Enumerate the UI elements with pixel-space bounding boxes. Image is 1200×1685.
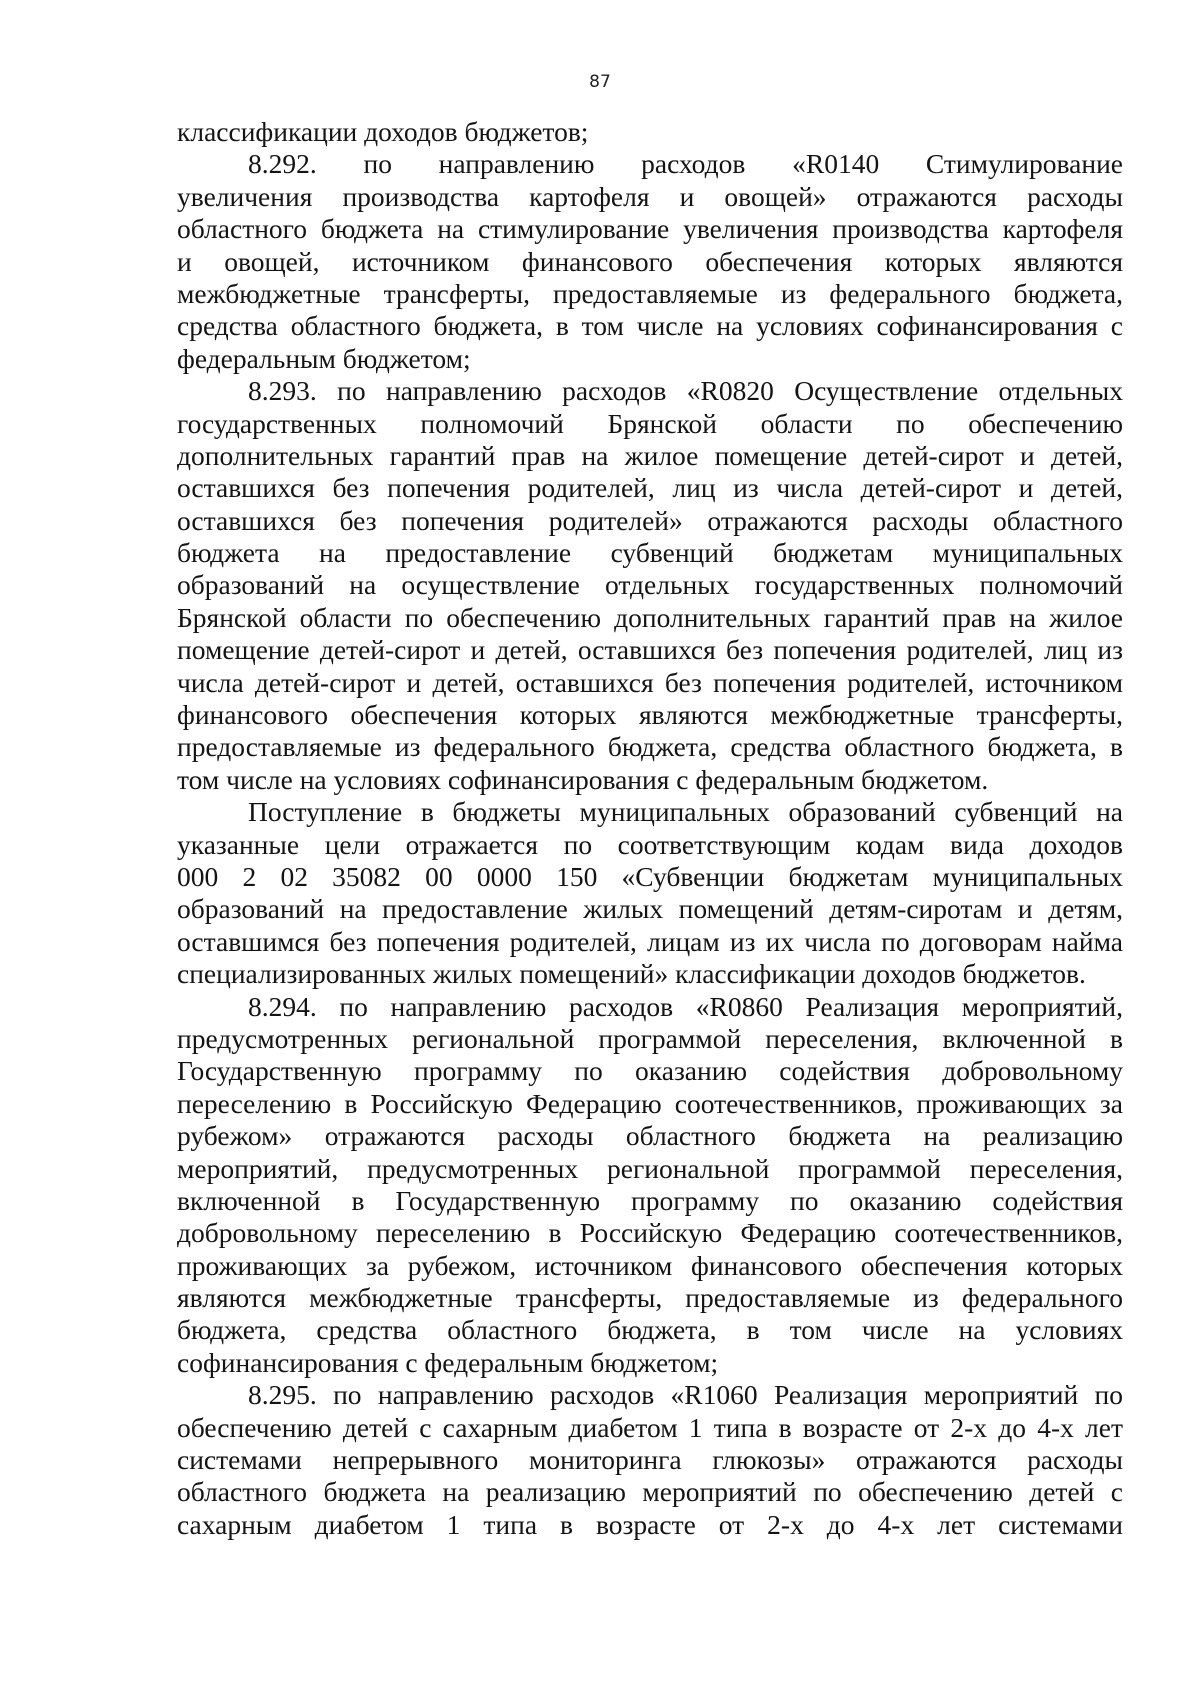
text-line: государственных полномочий Брянской области по обеспечению [177,407,1123,439]
text-line: переселению в Российскую Федерацию соотечественников, проживающих за [177,1087,1123,1119]
text-line: 8.292. по направлению расходов «R0140 Стимулирование [248,148,1123,180]
text-line: финансового обеспечения которых являются межбюджетные трансферты, [177,699,1123,731]
text-line: обеспечению детей с сахарным диабетом 1 типа в возрасте от 2-х до 4-х лет [177,1411,1123,1443]
text-line: классификации доходов бюджетов; [177,116,589,147]
text-line: Государственную программу по оказанию содействия добровольному [177,1055,1123,1087]
text-line: специализированных жилых помещений» классификации доходов бюджетов. [177,958,1086,990]
text-line: Брянской области по обеспечению дополнительных гарантий прав на жилое [177,601,1123,633]
text-line: указанные цели отражается по соответствующим кодам вида доходов [177,828,1123,860]
text-line: областного бюджета на стимулирование увеличения производства картофеля [177,213,1123,245]
text-line: рубежом» отражаются расходы областного бюджета на реализацию [177,1120,1123,1152]
text-line: образований на предоставление жилых помещений детям-сиротам и детям, [177,893,1123,925]
text-line: добровольному переселению в Российскую Федерацию соотечественников, [177,1217,1123,1249]
text-line: оставшихся без попечения родителей, лиц из числа детей-сирот и детей, [177,472,1123,504]
text-line: являются межбюджетные трансферты, предоставляемые из федерального [177,1282,1123,1314]
text-line: областного бюджета на реализацию мероприятий по обеспечению детей с [177,1476,1123,1508]
text-line: образований на осуществление отдельных государственных полномочий [177,569,1123,601]
text-line: оставшимся без попечения родителей, лицам из их числа по договорам найма [177,925,1123,957]
text-line: сахарным диабетом 1 типа в возрасте от 2-х до 4-х лет системами [177,1508,1123,1540]
document-body [177,116,1123,1541]
text-line: Поступление в бюджеты муниципальных образований субвенций на [248,796,1123,828]
text-line: софинансирования с федеральным бюджетом; [177,1346,719,1378]
text-line: помещение детей-сирот и детей, оставшихся без попечения родителей, лиц из [177,634,1123,666]
text-line: числа детей-сирот и детей, оставшихся без попечения родителей, источником [177,666,1123,698]
text-line: 8.294. по направлению расходов «R0860 Реализация мероприятий, [248,990,1123,1022]
text-line: мероприятий, предусмотренных региональной программой переселения, [177,1152,1123,1184]
text-line: оставшихся без попечения родителей» отражаются расходы областного [177,504,1123,536]
text-line: увеличения производства картофеля и овощей» отражаются расходы [177,180,1123,212]
text-line: федеральным бюджетом; [177,342,471,374]
text-line: бюджета на предоставление субвенций бюджетам муниципальных [177,537,1123,569]
text-line: 8.295. по направлению расходов «R1060 Реализация мероприятий по [248,1379,1123,1411]
text-line: 000 2 02 35082 00 0000 150 «Субвенции бюджетам муниципальных [177,860,1123,892]
text-line: межбюджетные трансферты, предоставляемые из федерального бюджета, [177,277,1123,309]
text-line: 8.293. по направлению расходов «R0820 Осуществление отдельных [248,375,1123,407]
text-line: том числе на условиях софинансирования с федеральным бюджетом. [177,763,989,795]
text-line: дополнительных гарантий прав на жилое помещение детей-сирот и детей, [177,439,1123,471]
text-line: включенной в Государственную программу по оказанию содействия [177,1184,1123,1216]
text-line: средства областного бюджета, в том числе на условиях софинансирования с [177,310,1123,342]
text-line: системами непрерывного мониторинга глюкозы» отражаются расходы [177,1444,1123,1476]
text-line: предусмотренных региональной программой переселения, включенной в [177,1022,1123,1054]
text-line: и овощей, источником финансового обеспечения которых являются [177,245,1123,277]
text-line: бюджета, средства областного бюджета, в том числе на условиях [177,1314,1123,1346]
text-line: проживающих за рубежом, источником финансового обеспечения которых [177,1249,1123,1281]
page-number: 87 [589,72,611,92]
text-line: предоставляемые из федерального бюджета, средства областного бюджета, в [177,731,1123,763]
